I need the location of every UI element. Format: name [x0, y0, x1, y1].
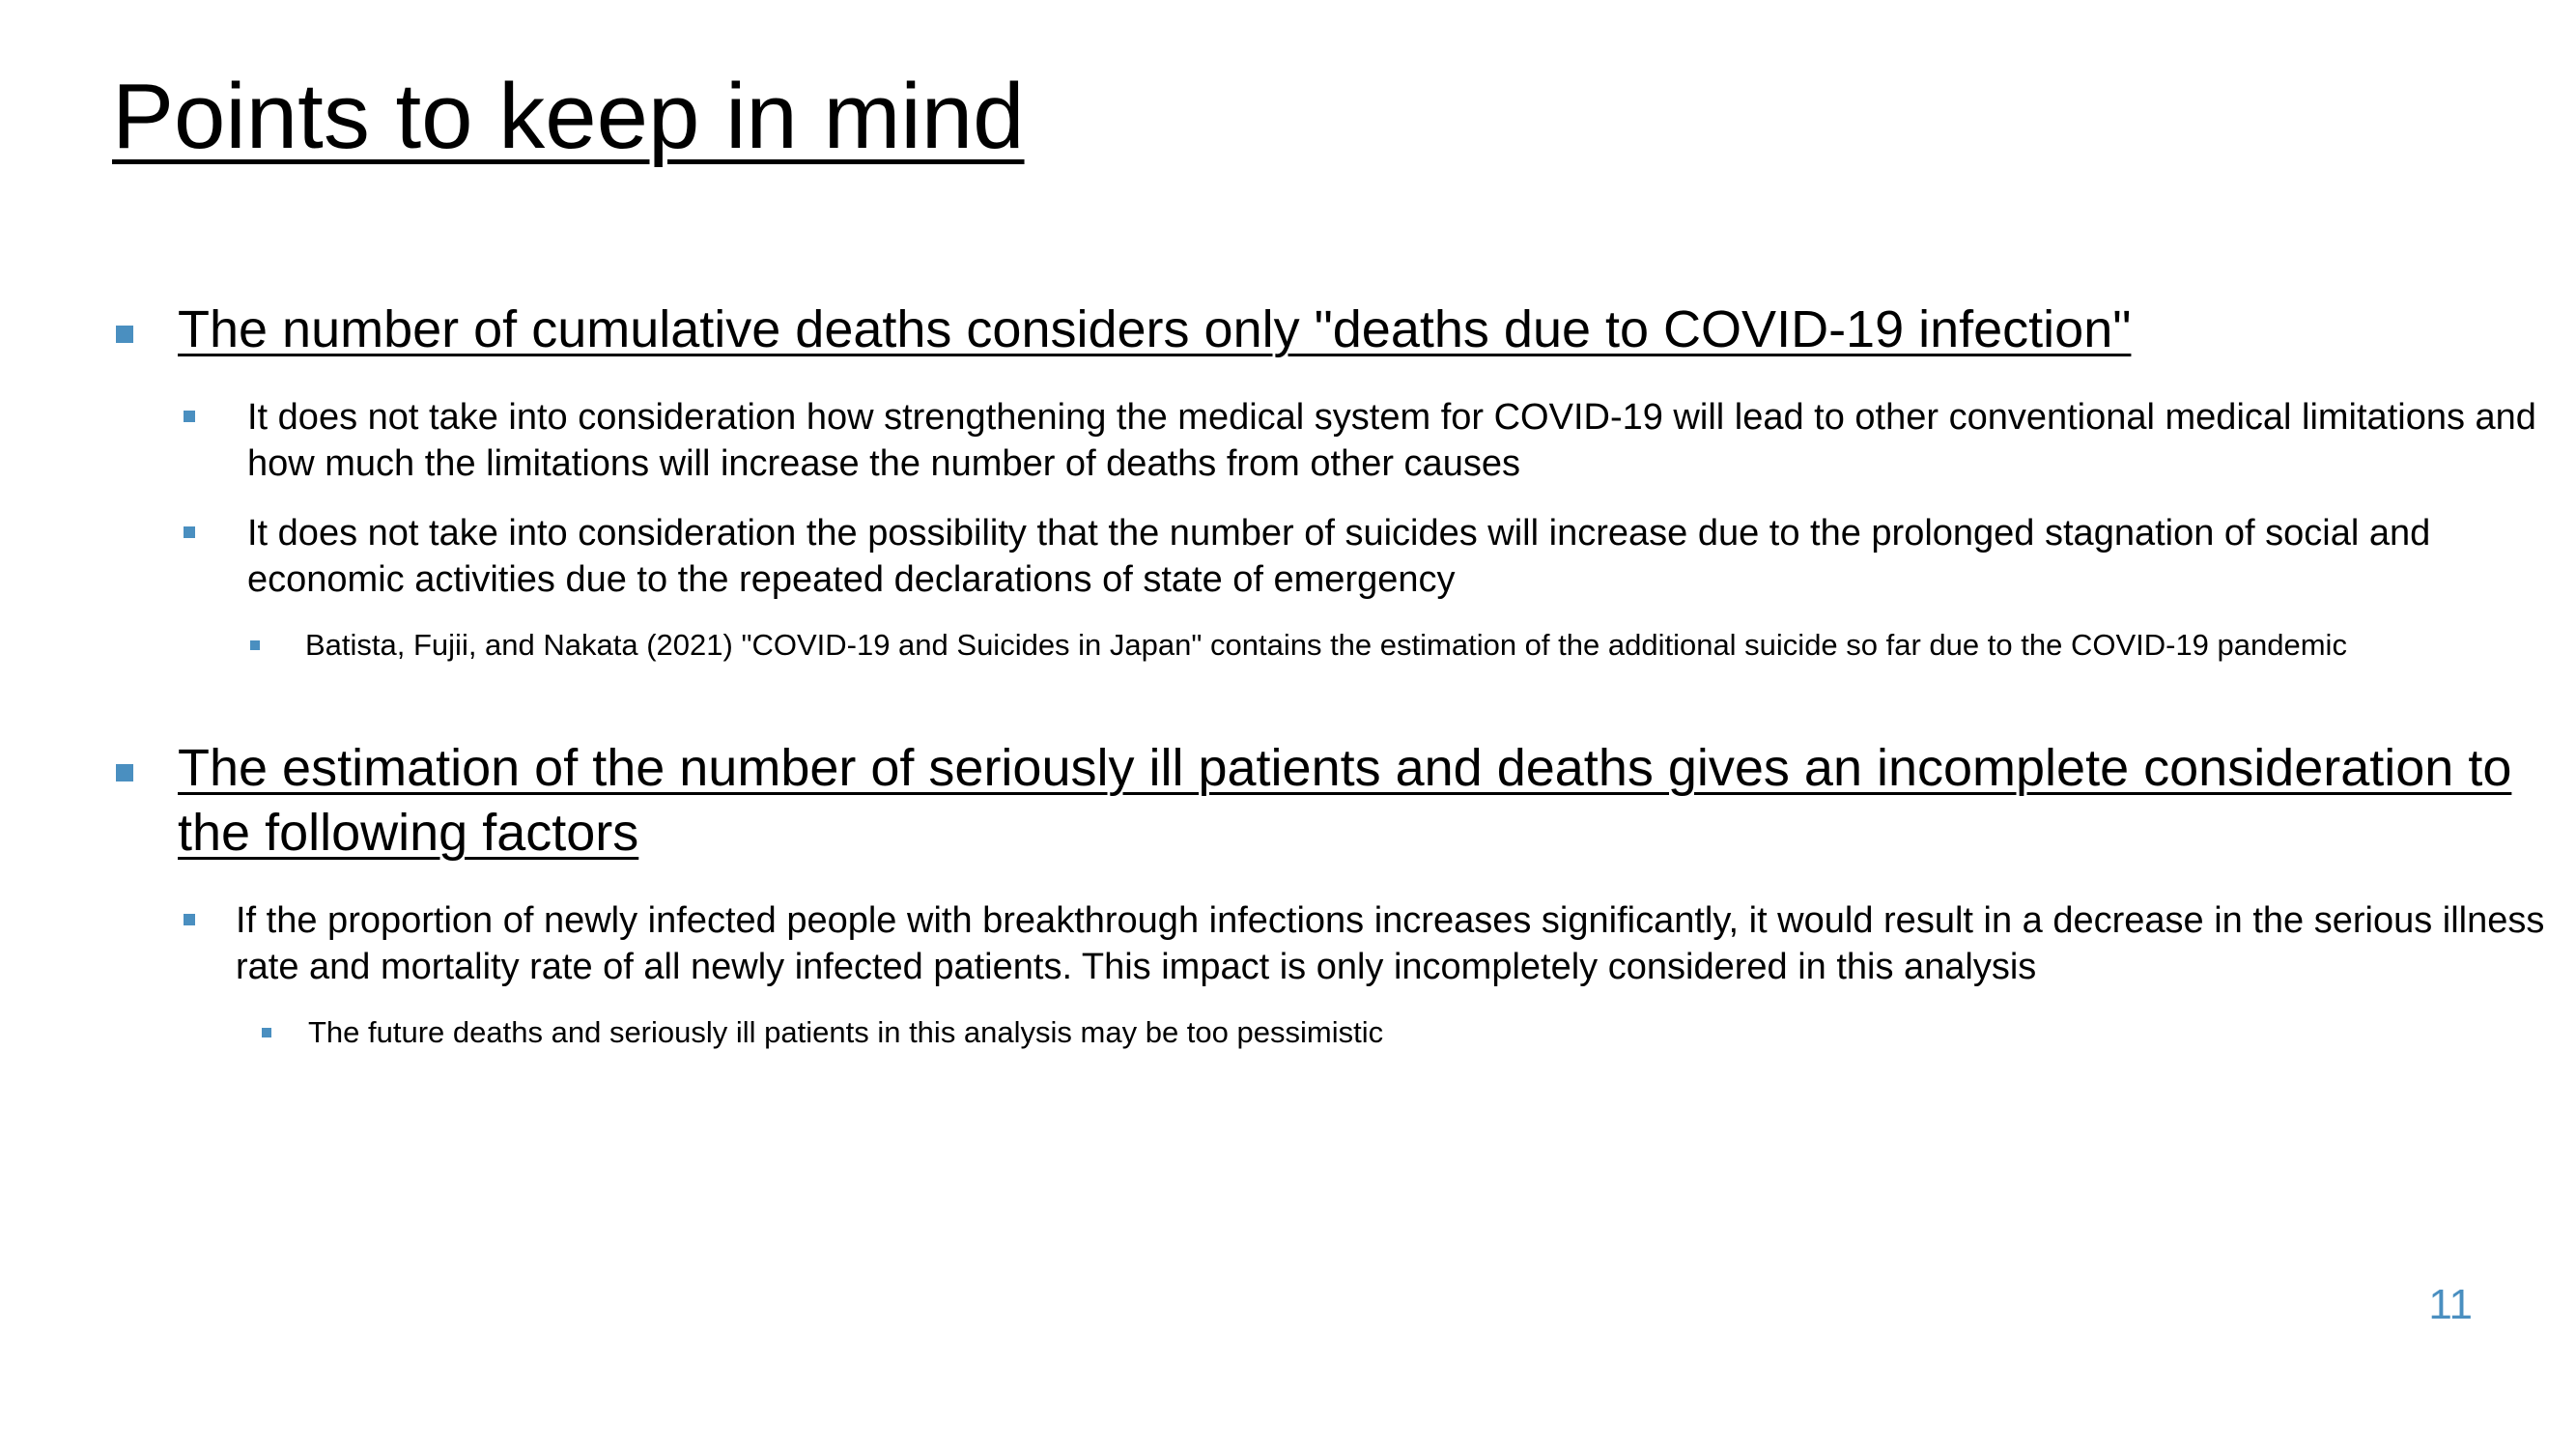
- sub-bullet-text: Batista, Fujii, and Nakata (2021) "COVID-19 and Suicides in Japan" contains the estimation of the additional suicide so far due to the COVID-19 pandemic: [305, 628, 2347, 662]
- bullet-breakthrough-infections: [112, 897, 2546, 990]
- bullet-text: It does not take into consideration how strengthening the medical system for COVID-19 will lead to other conventional medical limitations and how much the limitations will increase the number of deaths from other causes: [247, 397, 2536, 484]
- square-bullet-icon: [250, 640, 260, 650]
- slide-title: Points to keep in mind: [112, 65, 1025, 168]
- bullet-medical-limitations: [112, 394, 2546, 487]
- square-bullet-icon: [184, 526, 195, 538]
- bullet-text: If the proportion of newly infected people with breakthrough infections increases significantly, it would result in a decrease in the serious illness rate and mortality rate of all newly infected patients. This impact is only incompletely considered in this analysis: [236, 900, 2545, 987]
- sub-bullet-text: The future deaths and seriously ill patients in this analysis may be too pessimistic: [308, 1015, 1384, 1049]
- bullet-suicides: [112, 510, 2546, 603]
- bullet-text: It does not take into consideration the possibility that the number of suicides will increase due to the prolonged stagnation of social and economic activities due to the repeated declarations of state of emergency: [247, 513, 2431, 600]
- square-bullet-icon: [262, 1028, 271, 1037]
- square-bullet-icon: [116, 326, 133, 343]
- square-bullet-icon: [184, 914, 195, 925]
- section-heading-cumulative-deaths: [112, 298, 2546, 362]
- sub-bullet-pessimistic: [112, 1013, 2546, 1052]
- slide-content: [112, 298, 2546, 1052]
- square-bullet-icon: [116, 764, 133, 781]
- square-bullet-icon: [184, 411, 195, 422]
- section-heading-text: The number of cumulative deaths considers only "deaths due to COVID-19 infection": [178, 300, 2132, 358]
- sub-bullet-batista-reference: [112, 626, 2546, 665]
- section-heading-text: The estimation of the number of seriously ill patients and deaths gives an incomplete consideration to the following factors: [178, 739, 2512, 862]
- page-number: 11: [2428, 1281, 2473, 1328]
- section-heading-incomplete-estimation: [112, 736, 2546, 866]
